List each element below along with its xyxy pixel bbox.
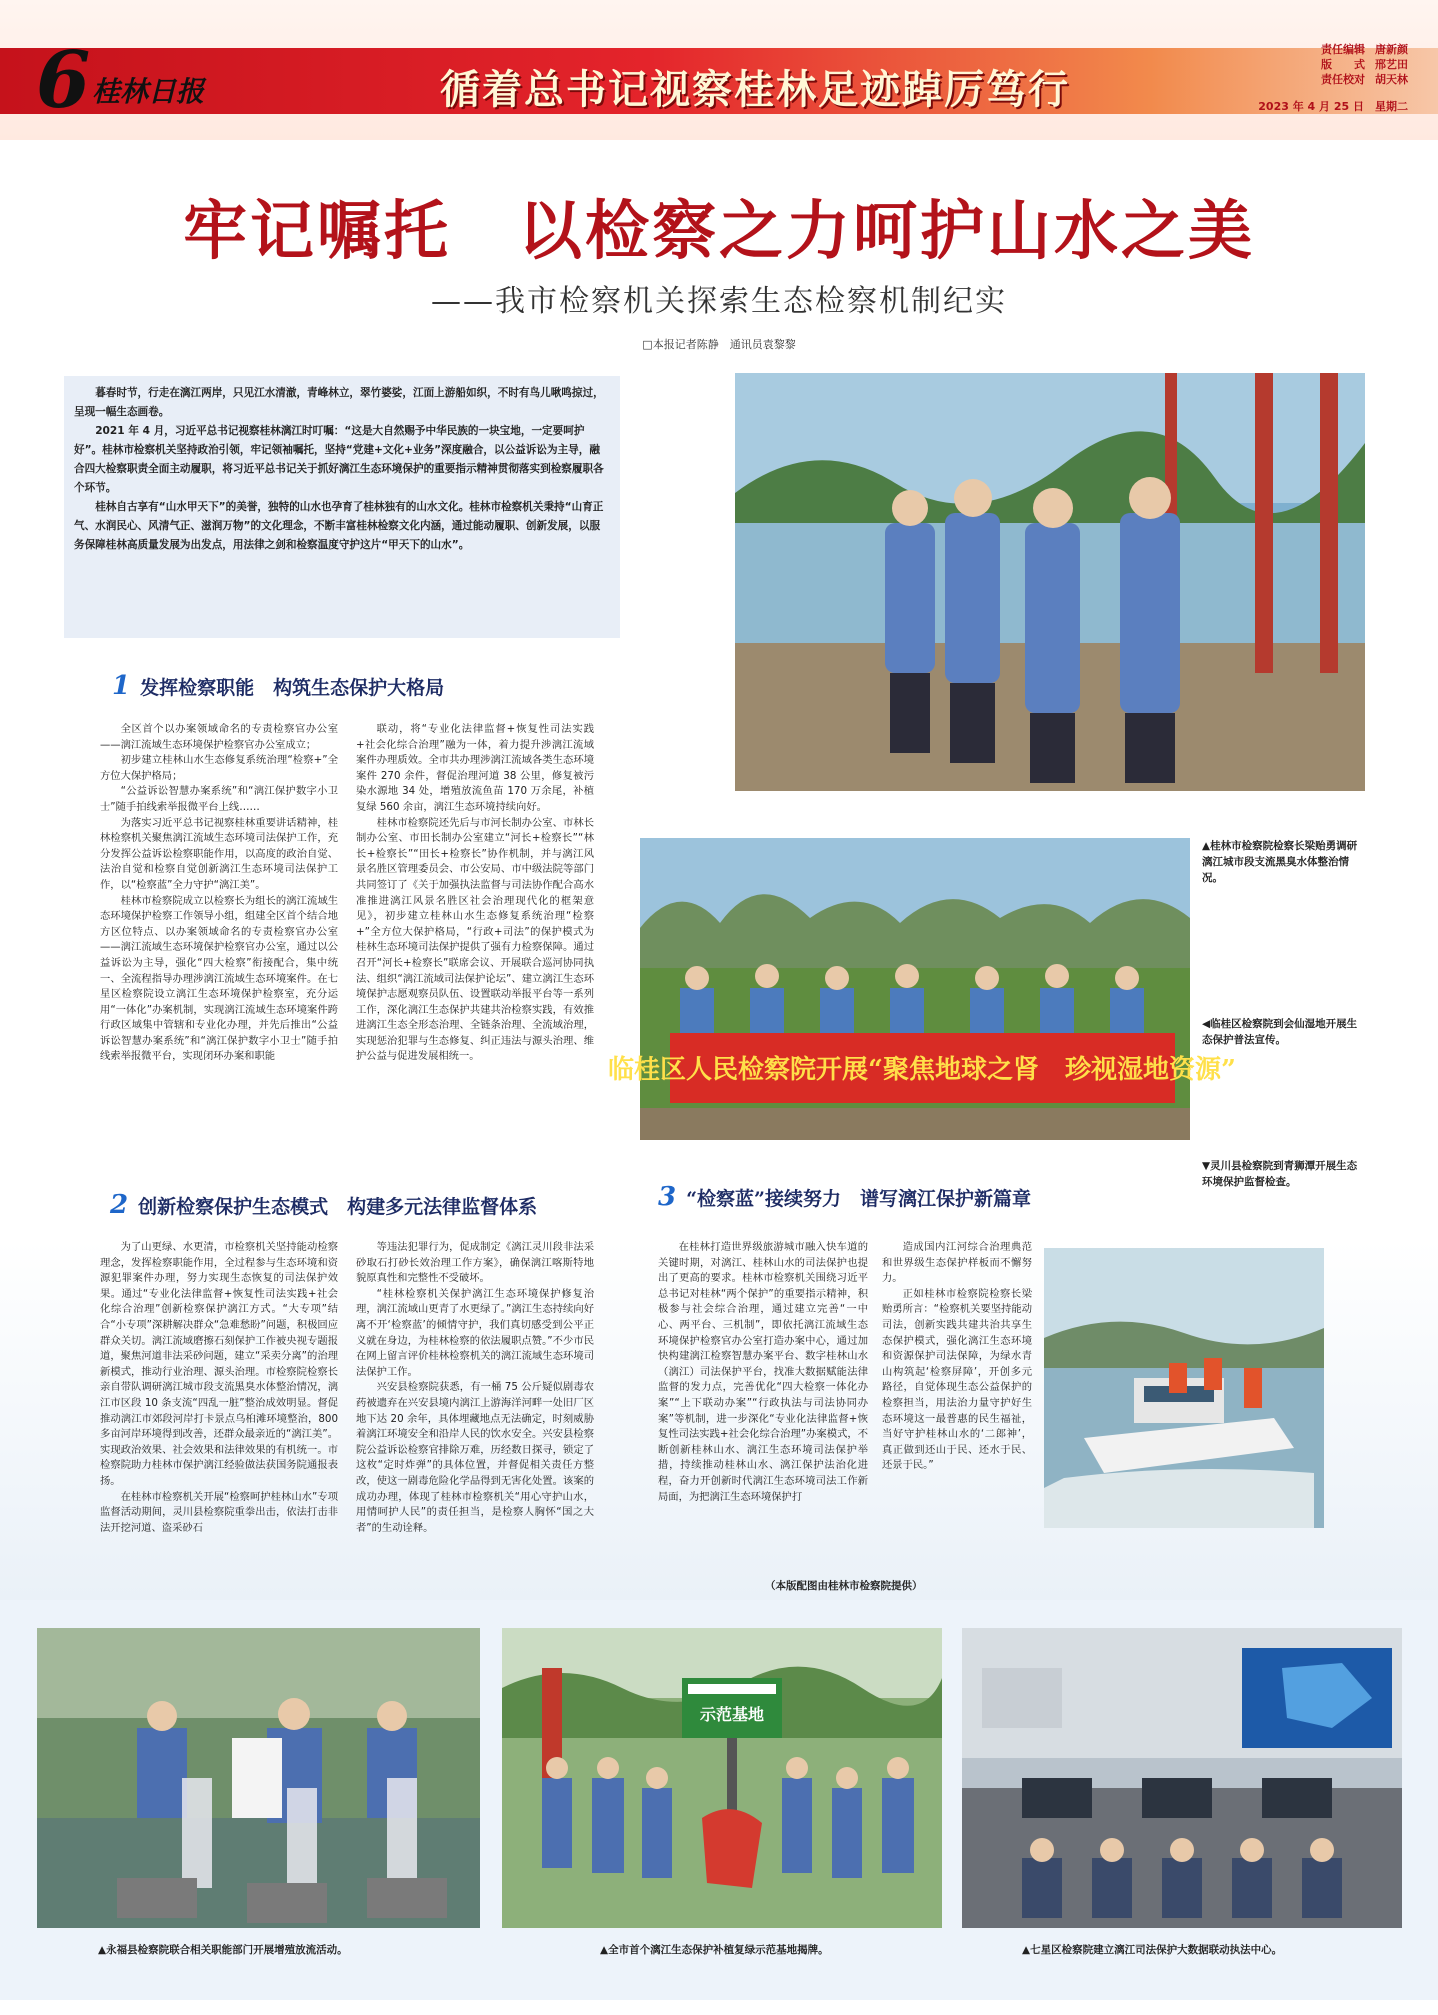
body-paragraph: 正如桂林市检察院检察长梁贻勇所言：“检察机关要坚持能动司法，创新实践共建共治共享生态保护模式，强化漓江生态环境和资源保护司法保障，为绿水青山构筑起‘检察屏障’，开创多元路径，自觉体现生态公益保护的检察担当，用法治力量守护好生态环境这一最普惠的民生福祉，当好守护桂林山水的‘二郎神’，真正做到还山于民、还水于民、还景于民。” bbox=[882, 1287, 1032, 1472]
section-1-column-2 bbox=[356, 722, 594, 1152]
section-number: 1 bbox=[112, 671, 131, 701]
section-3-heading bbox=[658, 1182, 1031, 1212]
section-2-heading bbox=[110, 1190, 537, 1220]
photo-fish-release bbox=[37, 1628, 480, 1928]
section-3-column-2 bbox=[882, 1240, 1032, 1580]
credit-name: 胡天林 bbox=[1375, 73, 1408, 86]
body-paragraph: 在桂林市检察机关开展“检察呵护桂林山水”专项监督活动期间，灵川县检察院重拳出击，依法打击非法开挖河道、盗采砂石 bbox=[100, 1490, 338, 1534]
caption-photo1: ▲桂林市检察院检察长梁贻勇调研漓江城市段支流黑臭水体整治情况。 bbox=[1202, 840, 1358, 884]
body-paragraph: 兴安县检察院获悉，有一桶 75 公斤疑似剧毒农药被遗弃在兴安县境内漓江上游海洋河畔一处旧厂区地下达 20 余年，具体埋藏地点无法确定，时刻威胁着漓江环境安全和沿岸人民的饮水安全。兴安县检察院公益诉讼检察官排除万难，历经数日探寻，锁定了这枚“定时炸弹”的具体位置，并督促相关责任方整改，使这一剧毒危险化学品得到无害化处置。该案的成功办理，体现了桂林市检察机关“用心守护山水，用情呵护人民”的责任担当，是检察人胸怀“国之大者”的生动诠释。 bbox=[356, 1381, 594, 1534]
intro-box bbox=[64, 376, 620, 638]
credit-label: 责任校对 bbox=[1321, 73, 1365, 86]
column-banner: 循着总书记视察桂林足迹踔厉笃行 bbox=[440, 66, 1070, 113]
body-paragraph: 桂林市检察院成立以检察长为组长的漓江流域生态环境保护检察工作领导小组，组建全区首个结合地方区位特点、以办案领域命名的专责检察官办公室——漓江流域生态环境保护检察官办公室，通过以公益诉讼为主导，强化“四大检察”衔接配合，集中统一、全流程指导办理涉漓江流域生态环境案件。在七星区检察院设立漓江生态环境保护检察室，充分运用“一体化”办案机制，实现漓江流域生态环境案件跨行政区域集中管辖和专业化办理，并先后推出“公益诉讼智慧办案系统”和“漓江保护数字小卫士”随手拍线索举报微平台，实现闭环办案和职能 bbox=[100, 894, 338, 1063]
section-3-column-1 bbox=[658, 1240, 868, 1580]
byline: □本报记者陈静 通讯员袁黎黎 bbox=[642, 338, 796, 351]
photo-procurator-inspection bbox=[735, 373, 1365, 791]
body-paragraph: 等违法犯罪行为，促成制定《漓江灵川段非法采砂取石打砂长效治理工作方案》，确保漓江喀斯特地貌原真性和完整性不受破坏。 bbox=[356, 1241, 594, 1285]
body-paragraph: 初步建立桂林山水生态修复系统治理“检察+”全方位大保护格局； bbox=[100, 754, 338, 782]
body-paragraph: 为了山更绿、水更清，市检察机关坚持能动检察理念，发挥检察职能作用，全过程参与生态环境和资源犯罪案件办理，努力实现生态恢复的司法保护效果。通过“专业化法律监督+恢复性司法实践+社会化综合治理”创新检察保护漓江方式。“大专项”结合“小专项”深耕解决群众“急难愁盼”问题，积极回应群众关切。漓江流域磨擦石刻保护工作被央视专题报道，聚焦河道非法采砂问题，建立“采卖分离”的治理新模式，推动行业治理、源头治理。市检察院检察长亲自带队调研漓江城市段支流黑臭水体整治情况，漓江市区段 10 条支流“四乱一脏”整治成效明显。督促推动漓江市郊段河岸打卡景点乌桕滩环境整治，800 多亩河岸环境得到改善，还群众最亲近的“漓江美”。实现政治效果、社会效果和法律效果的有机统一。市检察院助力桂林市保护漓江经验做法获国务院通报表扬。 bbox=[100, 1241, 338, 1487]
editor-credits bbox=[1321, 42, 1408, 87]
caption-photo2: ◀临桂区检察院到会仙湿地开展生态保护普法宣传。 bbox=[1202, 1018, 1358, 1046]
section-2-column-2 bbox=[356, 1240, 594, 1592]
page-number: 6 bbox=[36, 35, 91, 126]
photo-bigdata-center bbox=[962, 1628, 1402, 1928]
intro-paragraph: 暮春时节，行走在漓江两岸，只见江水清澈，青峰林立，翠竹婆娑，江面上游船如织，不时有鸟儿啾鸣掠过，呈现一幅生态画卷。 bbox=[74, 387, 604, 418]
section-number: 3 bbox=[658, 1182, 677, 1212]
caption-bottom2: ▲全市首个漓江生态保护补植复绿示范基地揭牌。 bbox=[600, 1944, 829, 1956]
body-paragraph: 为落实习近平总书记视察桂林重要讲话精神，桂林检察机关聚焦漓江流域生态环境司法保护工作，充分发挥公益诉讼检察职能作用，以高度的政治自觉、法治自觉和检察自觉创新漓江生态环境司法保护工作，以“检察蓝”全力守护“漓江美”。 bbox=[100, 816, 338, 891]
intro-paragraph: 桂林自古享有“山水甲天下”的美誉，独特的山水也孕育了桂林独有的山水文化。桂林市检察机关秉持“山育正气、水润民心、风清气正、滋润万物”的文化理念，不断丰富桂林检察文化内涵，通过能动履职、创新发展，以服务保障桂林高质量发展为出发点，用法律之剑和检察温度守护这片“甲天下的山水”。 bbox=[74, 501, 604, 551]
banner-text: 临桂区人民检察院开展“聚焦地球之肾 珍视湿地资源” bbox=[608, 1055, 1236, 1085]
caption-photo3: ▼灵川县检察院到青狮潭开展生态环境保护监督检查。 bbox=[1202, 1160, 1358, 1188]
credit-label: 版 式 bbox=[1321, 58, 1365, 71]
body-paragraph: “公益诉讼智慧办案系统”和“漓江保护数字小卫士”随手拍线索举报微平台上线…… bbox=[100, 785, 338, 813]
credit-label: 责任编辑 bbox=[1321, 43, 1365, 56]
body-paragraph: 联动，将“专业化法律监督+恢复性司法实践+社会化综合治理”融为一体，着力提升涉漓江流域案件办理质效。全市共办理涉漓江流域各类生态环境案件 270 余件，督促治理河道 38 公里，修复被污染水源地 34 处，增殖放流鱼苗 170 万余尾，补植复绿 560 余亩，漓江生态环境持续向好。 bbox=[356, 723, 594, 813]
body-paragraph: 在桂林打造世界级旅游城市融入快车道的关键时期，对漓江、桂林山水的司法保护也提出了更高的要求。桂林市检察机关围绕习近平总书记对桂林“两个保护”的重要指示精神，积极参与社会综合治理，通过建立完善“一中心、两平台、三机制”，即依托漓江流域生态环境保护检察官办公室打造办案中心，通过加快构建漓江检察智慧办案平台、数字桂林山水（漓江）司法保护平台，找准大数据赋能法律监督的发力点，完善优化“四大检察一体化办案”“上下联动办案”“行政执法与司法协同办案”等机制，进一步深化“专业化法律监督+恢复性司法实践+社会化综合治理”办案模式，不断创新桂林山水、漓江生态环境司法保护举措，持续推动桂林山水、漓江保护法治化进程，奋力开创新时代漓江生态环境司法工作新局面，为把漓江生态环境保护打 bbox=[658, 1241, 868, 1503]
issue-date: 2023 年 4 月 25 日 星期二 bbox=[1258, 100, 1408, 113]
photo-patrol-boat bbox=[1044, 1248, 1324, 1528]
newspaper-name: 桂林日报 bbox=[92, 75, 205, 108]
caption-bottom3: ▲七星区检察院建立漓江司法保护大数据联动执法中心。 bbox=[1022, 1944, 1283, 1956]
section-1-column-1 bbox=[100, 722, 338, 1200]
photo-reforestation-base bbox=[502, 1628, 942, 1928]
caption-bottom1: ▲永福县检察院联合相关职能部门开展增殖放流活动。 bbox=[98, 1944, 348, 1956]
credit-name: 唐新颜 bbox=[1375, 43, 1408, 56]
photo-wetland-promotion bbox=[608, 838, 1236, 1140]
intro-paragraph: 2021 年 4 月，习近平总书记视察桂林漓江时叮嘱：“这是大自然赐予中华民族的一块宝地，一定要呵护好”。桂林市检察机关坚持政治引领，牢记领袖嘱托，坚持“党建+文化+业务”深度融合，以公益诉讼为主导，融合四大检察职责全面主动履职，将习近平总书记关于抓好漓江生态环境保护的重要指示精神贯彻落实到检察履职各个环节。 bbox=[74, 425, 604, 494]
section-1-heading bbox=[112, 671, 444, 701]
section-title: 发挥检察职能 构筑生态保护大格局 bbox=[140, 677, 445, 699]
section-title: 创新检察保护生态模式 构建多元法律监督体系 bbox=[138, 1196, 538, 1218]
body-paragraph: 造成国内江河综合治理典范和世界级生态保护样板而不懈努力。 bbox=[882, 1241, 1032, 1285]
section-2-column-1 bbox=[100, 1240, 338, 1592]
sign-text: 示范基地 bbox=[699, 1705, 765, 1724]
body-paragraph: 桂林市检察院还先后与市河长制办公室、市林长制办公室、市田长制办公室建立“河长+检察长”“林长+检察长”“田长+检察长”协作机制，并与漓江风景名胜区管理委员会、市公安局、市中级法院等部门共同签订了《关于加强执法监督与司法协作配合高水准推进漓江风景名胜区社会治理现代化的框架意见》，初步建立桂林山水生态修复系统治理“检察+”全方位大保护格局，“行政+司法”的保护模式为桂林生态环境司法保护提供了强有力检察保障。通过召开“河长+检察长”联席会议、开展联合巡河协同执法、组织“漓江流域司法保护论坛”、建立漓江生态环境保护志愿观察员队伍、设置联动举报平台等一系列工作，深化漓江生态保护共建共治检察实践，有效推进漓江生态全形态治理、全链条治理、全流域治理，实现惩治犯罪与生态修复、纠正违法与源头治理、维护公益与促进发展相统一。 bbox=[356, 816, 594, 1063]
section-title: “检察蓝”接续努力 谱写漓江保护新篇章 bbox=[686, 1188, 1031, 1210]
body-paragraph: 全区首个以办案领域命名的专责检察官办公室——漓江流域生态环境保护检察官办公室成立； bbox=[100, 723, 338, 751]
photo-credit: （本版配图由桂林市检察院提供） bbox=[765, 1580, 923, 1592]
body-paragraph: “桂林检察机关保护漓江生态环境保护修复治理，漓江流域山更青了水更绿了。”漓江生态持续向好离不开‘检察蓝’的倾情守护，我们真切感受到公平正义就在身边，为桂林检察的依法履职点赞。”不少市民在网上留言评价桂林检察机关的漓江流域生态环境司法保护工作。 bbox=[356, 1287, 594, 1378]
section-number: 2 bbox=[110, 1190, 129, 1220]
article-title: 牢记嘱托 以检察之力呵护山水之美 bbox=[183, 194, 1255, 269]
credit-name: 邢艺田 bbox=[1375, 58, 1408, 71]
article-subtitle: ——我市检察机关探索生态检察机制纪实 bbox=[431, 284, 1007, 319]
